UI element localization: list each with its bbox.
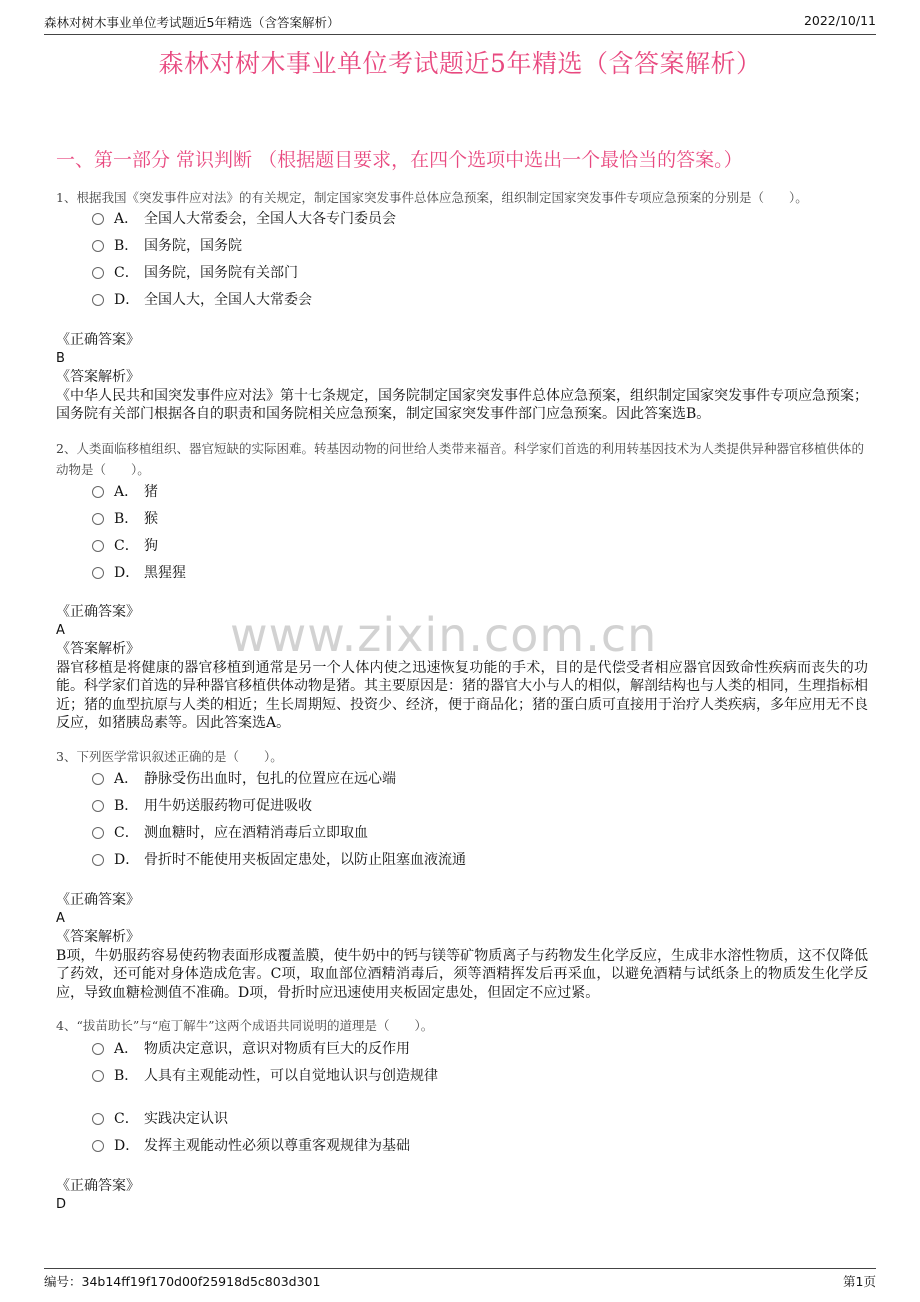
radio-icon[interactable]	[92, 1113, 104, 1125]
radio-icon[interactable]	[92, 486, 104, 498]
question-2-stem: 2、人类面临移植组织、器官短缺的实际困难。转基因动物的问世给人类带来福音。科学家们首选的利用转基因技术为人类提供异种器官移植供体的动物是（ ）。	[56, 441, 864, 477]
radio-icon[interactable]	[92, 800, 104, 812]
explanation-label: 《答案解析》	[56, 641, 140, 657]
footer-page-number: 第1页	[843, 1274, 876, 1289]
radio-icon[interactable]	[92, 213, 104, 225]
q3-answer: A	[56, 910, 65, 926]
q4-answer-block	[56, 1177, 868, 1214]
q1-option-b[interactable]: B． 国务院，国务院	[92, 235, 242, 255]
radio-icon[interactable]	[92, 513, 104, 525]
page-title: 森林对树木事业单位考试题近5年精选（含答案解析）	[158, 49, 762, 78]
radio-icon[interactable]	[92, 1043, 104, 1055]
radio-icon[interactable]	[92, 827, 104, 839]
q4-option-c[interactable]: C． 实践决定认识	[92, 1108, 228, 1128]
explanation-label: 《答案解析》	[56, 929, 140, 945]
q4-option-a[interactable]: A． 物质决定意识，意识对物质有巨大的反作用	[92, 1038, 410, 1058]
q2-answer-block	[56, 603, 868, 733]
header-doc-title: 森林对树木事业单位考试题近5年精选（含答案解析）	[44, 15, 340, 30]
radio-icon[interactable]	[92, 1070, 104, 1082]
radio-icon[interactable]	[92, 540, 104, 552]
question-1-stem: 1、根据我国《突发事件应对法》的有关规定，制定国家突发事件总体应急预案，组织制定国家突发事件专项应急预案的分别是（ ）。	[56, 190, 808, 205]
q3-option-a[interactable]: A． 静脉受伤出血时，包扎的位置应在远心端	[92, 768, 396, 788]
radio-icon[interactable]	[92, 1140, 104, 1152]
radio-icon[interactable]	[92, 294, 104, 306]
radio-icon[interactable]	[92, 773, 104, 785]
q3-option-b[interactable]: B． 用牛奶送服药物可促进吸收	[92, 795, 312, 815]
q2-answer: A	[56, 622, 65, 638]
answer-label: 《正确答案》	[56, 1178, 140, 1194]
q4-answer: D	[56, 1196, 67, 1212]
explanation-label: 《答案解析》	[56, 369, 140, 385]
q1-option-a[interactable]: A． 全国人大常委会，全国人大各专门委员会	[92, 208, 396, 228]
q3-option-c[interactable]: C． 测血糖时，应在酒精消毒后立即取血	[92, 822, 368, 842]
q1-answer-block	[56, 331, 868, 424]
q1-option-c[interactable]: C． 国务院，国务院有关部门	[92, 262, 298, 282]
q4-option-d[interactable]: D． 发挥主观能动性必须以尊重客观规律为基础	[92, 1135, 410, 1155]
q3-option-d[interactable]: D． 骨折时不能使用夹板固定患处，以防止阻塞血液流通	[92, 849, 466, 869]
radio-icon[interactable]	[92, 267, 104, 279]
answer-label: 《正确答案》	[56, 604, 140, 620]
q2-explanation: 器官移植是将健康的器官移植到通常是另一个人体内使之迅速恢复功能的手术，目的是代偿受者相应器官因致命性疾病而丧失的功能。科学家们首选的异种器官移植供体动物是猪。其主要原因是：猪的器官大小与人的相似，解剖结构也与人类的相同，生理指标相近；猪的血型抗原与人类的相近；生长周期短、投资少、经济，便于商品化；猪的蛋白质可直接用于治疗人类疾病，多年应用无不良反应，如猪胰岛素等。因此答案选A。	[56, 659, 868, 731]
question-4-stem: 4、“拔苗助长”与“庖丁解牛”这两个成语共同说明的道理是（ ）。	[56, 1018, 434, 1033]
q3-answer-block	[56, 891, 868, 1002]
q2-option-a[interactable]: A． 猪	[92, 481, 158, 501]
footer-doc-id: 编号：34b14ff19f170d00f25918d5c803d301	[44, 1274, 321, 1289]
q4-option-b[interactable]: B． 人具有主观能动性，可以自觉地认识与创造规律	[92, 1065, 438, 1085]
q1-answer: B	[56, 350, 65, 366]
q2-option-c[interactable]: C． 狗	[92, 535, 158, 555]
q2-option-b[interactable]: B． 猴	[92, 508, 158, 528]
watermark: www.zixin.com.cn	[230, 608, 658, 662]
radio-icon[interactable]	[92, 567, 104, 579]
page-footer	[44, 1268, 876, 1289]
radio-icon[interactable]	[92, 240, 104, 252]
q1-explanation: 《中华人民共和国突发事件应对法》第十七条规定，国务院制定国家突发事件总体应急预案，组织制定国家突发事件专项应急预案；国务院有关部门根据各自的职责和国务院相关应急预案，制定国家突发事件部门应急预案。因此答案选B。	[56, 387, 868, 422]
page-header	[44, 12, 876, 35]
question-3-stem: 3、下列医学常识叙述正确的是（ ）。	[56, 749, 283, 764]
section-heading: 一、第一部分 常识判断 （根据题目要求，在四个选项中选出一个最恰当的答案。）	[56, 149, 743, 171]
answer-label: 《正确答案》	[56, 892, 140, 908]
radio-icon[interactable]	[92, 854, 104, 866]
q3-explanation: B项，牛奶服药容易使药物表面形成覆盖膜，使牛奶中的钙与镁等矿物质离子与药物发生化学反应，生成非水溶性物质，这不仅降低了药效，还可能对身体造成危害。C项，取血部位酒精消毒后，须等酒精挥发后再采血，以避免酒精与试纸条上的物质发生化学反应，导致血糖检测值不准确。D项，骨折时应迅速使用夹板固定患处，但固定不应过紧。	[56, 947, 868, 1001]
q2-option-d[interactable]: D． 黑猩猩	[92, 562, 186, 582]
header-date: 2022/10/11	[803, 13, 876, 28]
q1-option-d[interactable]: D． 全国人大，全国人大常委会	[92, 289, 312, 309]
answer-label: 《正确答案》	[56, 332, 140, 348]
